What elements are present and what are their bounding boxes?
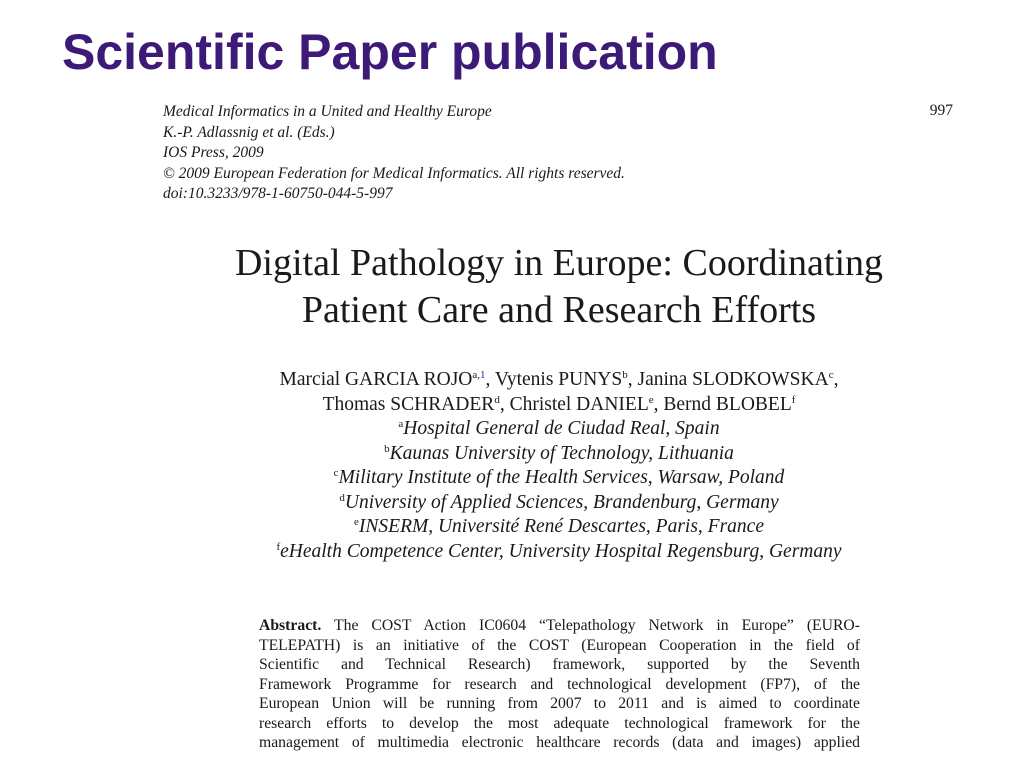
paper-title-line-1: Digital Pathology in Europe: Coordinating — [234, 242, 884, 284]
header-line-copyright: © 2009 European Federation for Medical Informatics. All rights reserved. — [163, 164, 625, 182]
affiliation-text: INSERM, Université René Descartes, Paris, France — [358, 516, 764, 537]
abstract-line — [259, 616, 860, 636]
header-line-book: Medical Informatics in a United and Healthy Europe — [163, 103, 492, 120]
abstract-line: TELEPATH) is an initiative of the COST (European Cooperation in the field of — [259, 636, 860, 654]
page-number: 997 — [929, 102, 953, 119]
publication-header — [163, 102, 625, 205]
affiliation-line — [163, 515, 955, 540]
abstract-line: management of multimedia electronic healthcare records (data and images) applied — [259, 734, 860, 751]
paper-page-image — [163, 100, 955, 768]
affiliation-text: eHealth Competence Center, University Hospital Regensburg, Germany — [280, 540, 842, 562]
abstract — [259, 616, 860, 753]
paper-title-line-2: Patient Care and Research Efforts — [301, 289, 817, 331]
abstract-label: Abstract. — [259, 617, 322, 634]
abstract-line: European Union will be running from 2007 to 2011 and is aimed to coordinate — [259, 695, 860, 712]
author-line-1 — [163, 368, 955, 393]
affiliation-mark: b — [384, 442, 390, 455]
author-block — [163, 368, 955, 564]
author-superscript: a, — [472, 369, 481, 381]
author-name: Christel DANIEL — [509, 393, 649, 415]
abstract-line: Framework Programme for research and technological development (FP7), of the — [259, 675, 860, 693]
author-superscript: c — [828, 369, 834, 381]
abstract-text: The COST Action IC0604 “Telepathology Network in Europe” (EURO- — [334, 617, 860, 634]
header-line-editors: K.-P. Adlassnig et al. (Eds.) — [163, 123, 335, 141]
affiliation-line — [163, 442, 955, 467]
author-separator: , — [627, 369, 638, 390]
author-separator: , — [485, 369, 495, 390]
affiliation-text: Military Institute of the Health Services, Warsaw, Poland — [338, 467, 785, 488]
author-name: Marcial GARCIA ROJO — [279, 369, 473, 390]
paper-title — [163, 240, 955, 334]
slide-title: Scientific Paper publication — [62, 24, 718, 80]
author-superscript: f — [791, 393, 796, 406]
affiliation-text: Kaunas University of Technology, Lithuania — [389, 442, 734, 464]
affiliation-mark: c — [333, 467, 339, 479]
header-line-doi: doi:10.3233/978-1-60750-044-5-997 — [163, 185, 393, 202]
abstract-line: research efforts to develop the most adequate technological framework for the — [259, 714, 860, 732]
author-name: Bernd BLOBEL — [663, 393, 792, 415]
affiliation-line — [163, 491, 955, 516]
author-separator: , — [499, 393, 510, 415]
affiliation-line — [163, 417, 955, 442]
author-superscript: b — [622, 369, 628, 381]
author-line-2 — [163, 393, 955, 418]
author-separator: , — [653, 393, 664, 415]
affiliation-mark: e — [354, 516, 359, 528]
author-superscript: d — [494, 393, 500, 406]
affiliation-line — [163, 540, 955, 565]
abstract-line: Scientific and Technical Research) framework, supported by the Seventh — [259, 656, 860, 673]
affiliation-line — [163, 466, 955, 491]
affiliation-text: University of Applied Sciences, Brandenburg, Germany — [344, 491, 779, 513]
affiliation-mark: d — [339, 491, 345, 504]
header-line-publisher: IOS Press, 2009 — [163, 144, 264, 161]
author-superscript: e — [648, 393, 654, 406]
author-name: Vytenis PUNYS — [494, 369, 623, 390]
affiliation-text: Hospital General de Ciudad Real, Spain — [403, 418, 720, 439]
affiliation-mark: f — [276, 540, 281, 553]
affiliation-mark: a — [398, 418, 404, 430]
footnote-link[interactable]: 1 — [480, 369, 486, 381]
author-name: Janina SLODKOWSKA — [637, 369, 829, 390]
author-name: Thomas SCHRADER — [322, 393, 495, 415]
author-separator: , — [833, 369, 839, 390]
